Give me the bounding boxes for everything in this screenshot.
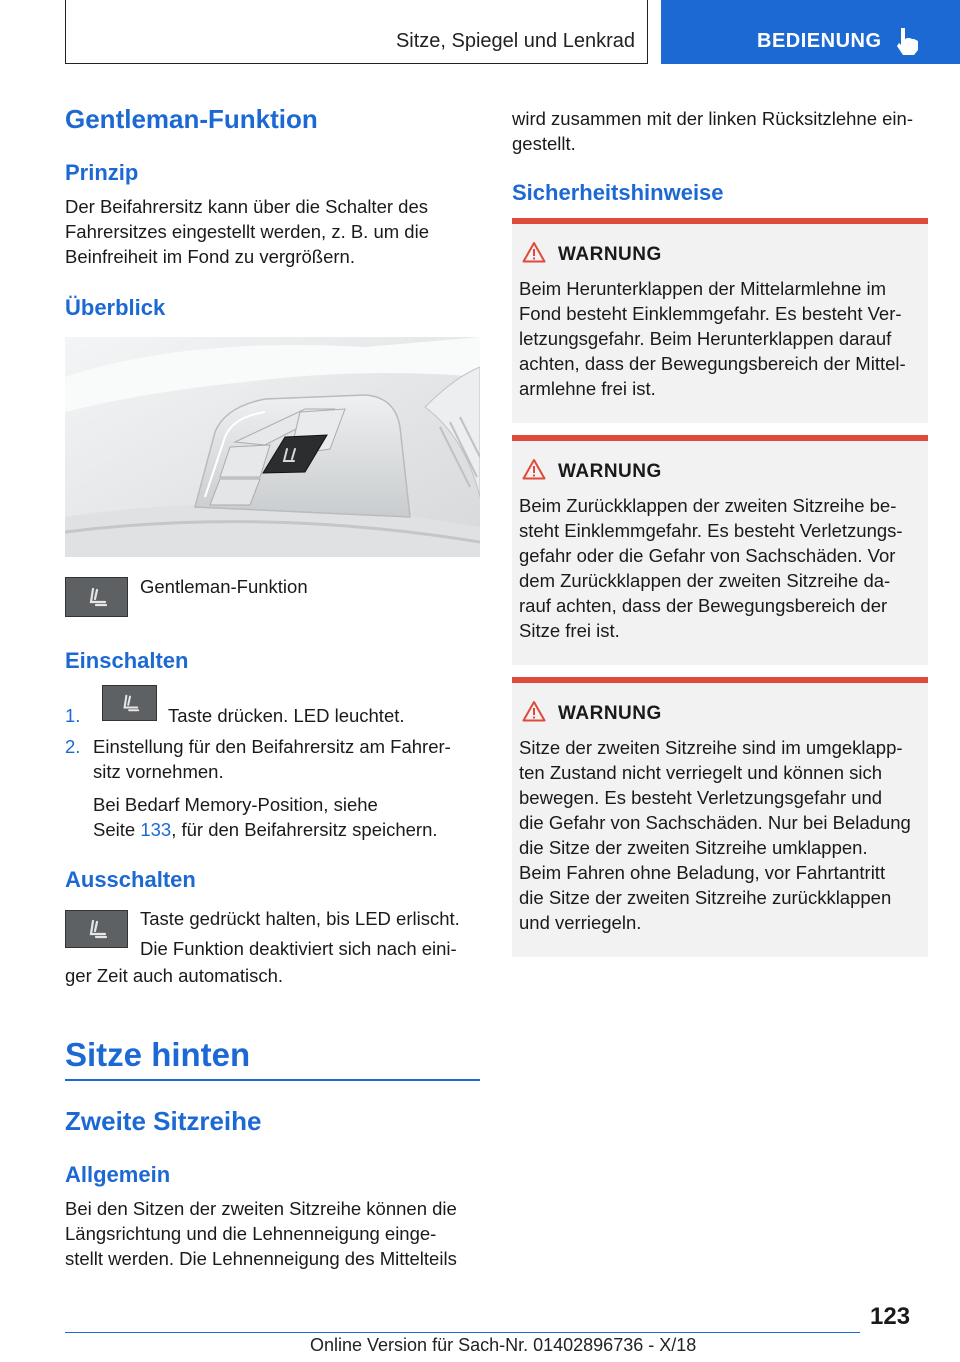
- section-rule: [65, 1079, 480, 1081]
- header-section-title: Sitze, Spiegel und Lenkrad: [395, 30, 635, 52]
- warning-line: die Sitze der zweiten Sitzreihe zurückklappen: [519, 887, 892, 908]
- prinzip-line: Der Beifahrersitz kann über die Schalter des: [65, 196, 428, 217]
- warning-title: WARNUNG: [558, 244, 662, 265]
- warning-line: ten Zustand nicht verriegelt und können sich: [519, 762, 883, 783]
- warning-line: achten, dass der Bewegungsbereich der Mittel-: [519, 353, 906, 374]
- warning-line: Beim Zurückklappen der zweiten Sitzreihe be-: [519, 495, 897, 516]
- door-switch-photo: [65, 337, 480, 557]
- continued-line: gestellt.: [512, 133, 576, 154]
- step-number-1: 1.: [65, 705, 81, 726]
- header-tab-label[interactable]: BEDIENUNG: [757, 30, 882, 52]
- warning-text: [519, 735, 923, 935]
- warning-box: [512, 218, 928, 423]
- allgemein-line: Längsrichtung und die Lehnenneigung einge-: [65, 1223, 437, 1244]
- step-2-line: Einstellung für den Beifahrersitz am Fahrer-: [93, 736, 451, 757]
- warning-line: dem Zurückklappen der zweiten Sitzreihe da-: [519, 570, 891, 591]
- step-2-note: [93, 792, 483, 842]
- warning-line: Sitze der zweiten Sitzreihe sind im umgeklapp-: [519, 737, 903, 758]
- heading-zweite-sitzreihe: Zweite Sitzreihe: [65, 1106, 262, 1136]
- prinzip-paragraph: [65, 194, 485, 269]
- page-number: 123: [870, 1303, 911, 1330]
- warning-box: [512, 677, 928, 957]
- step-2-note-line: Bei Bedarf Memory-Position, siehe: [93, 794, 378, 815]
- warning-box: [512, 435, 928, 665]
- page-title: Gentleman-Funktion: [65, 104, 318, 134]
- warning-line: die Sitze der zweiten Sitzreihe umklappen.: [519, 837, 868, 858]
- seat-icon: [119, 693, 141, 713]
- heading-sicherheitshinweise: Sicherheitshinweise: [512, 180, 724, 205]
- warning-line: und verriegeln.: [519, 912, 642, 933]
- continued-line: wird zusammen mit der linken Rücksitzlehne ein-: [512, 108, 913, 129]
- step-1-text: Taste drücken. LED leuchtet.: [168, 705, 405, 726]
- warning-line: Beim Herunterklappen der Mittelarmlehne im: [519, 278, 887, 299]
- ausschalten-line-1: Taste gedrückt halten, bis LED erlischt.: [140, 908, 460, 929]
- footer-online-version: Online Version für Sach-Nr. 01402896736 - X/18: [310, 1335, 697, 1355]
- warning-triangle-icon: [522, 458, 546, 480]
- warning-line: gefahr oder die Gefahr von Sachschäden. Vor: [519, 545, 896, 566]
- allgemein-line: Bei den Sitzen der zweiten Sitzreihe können die: [65, 1198, 457, 1219]
- prinzip-line: Fahrersitzes eingestellt werden, z. B. um die: [65, 221, 429, 242]
- seat-icon: [85, 586, 109, 608]
- step-2-line: sitz vornehmen.: [93, 761, 224, 782]
- warning-line: die Gefahr von Sachschäden. Nur bei Beladung: [519, 812, 911, 833]
- allgemein-line: stellt werden. Die Lehnenneigung des Mittelteils: [65, 1248, 457, 1269]
- warning-line: armlehne frei ist.: [519, 378, 656, 399]
- warning-line: Fond besteht Einklemmgefahr. Es besteht Ver-: [519, 303, 902, 324]
- continued-paragraph: [512, 106, 932, 156]
- heading-sitze-hinten: Sitze hinten: [65, 1036, 251, 1073]
- warning-triangle-icon: [522, 700, 546, 722]
- heading-allgemein: Allgemein: [65, 1162, 171, 1187]
- pointing-hand-icon: [893, 26, 923, 56]
- gentleman-button-legend: [65, 577, 128, 617]
- heading-ausschalten: Ausschalten: [65, 867, 196, 892]
- ausschalten-line-3: ger Zeit auch automatisch.: [65, 965, 283, 986]
- ausschalten-line-2: Die Funktion deaktiviert sich nach eini-: [140, 938, 457, 959]
- warning-title: WARNUNG: [558, 461, 662, 482]
- photo-caption: Gentleman-Funktion: [140, 576, 308, 597]
- step-2-text: [93, 734, 483, 784]
- warning-triangle-icon: [522, 241, 546, 263]
- warning-text: [519, 276, 923, 401]
- note-suffix: , für den Beifahrersitz speichern.: [171, 819, 438, 840]
- warning-line: Beim Fahren ohne Beladung, vor Fahrtantritt: [519, 862, 886, 883]
- allgemein-paragraph: [65, 1196, 485, 1271]
- gentleman-button-off: [65, 910, 128, 948]
- warning-line: Sitze frei ist.: [519, 620, 620, 641]
- prinzip-line: Beinfreiheit im Fond zu vergrößern.: [65, 246, 355, 267]
- heading-prinzip: Prinzip: [65, 160, 139, 185]
- note-prefix: Seite: [93, 819, 141, 840]
- gentleman-button-inline: [102, 685, 157, 721]
- warning-line: bewegen. Es besteht Verletzungsgefahr und: [519, 787, 883, 808]
- seat-icon: [85, 918, 109, 940]
- warning-line: letzungsgefahr. Beim Herunterklappen darauf: [519, 328, 892, 349]
- warning-line: steht Einklemmgefahr. Es besteht Verletzungs-: [519, 520, 903, 541]
- page-link-133[interactable]: 133: [140, 819, 172, 840]
- warning-title: WARNUNG: [558, 703, 662, 724]
- heading-ueberblick: Überblick: [65, 295, 166, 320]
- heading-einschalten: Einschalten: [65, 648, 189, 673]
- step-2-note-line: [93, 817, 483, 842]
- step-number-2: 2.: [65, 736, 81, 757]
- warning-text: [519, 493, 923, 643]
- footer-rule: [65, 1332, 860, 1333]
- warning-line: rauf achten, dass der Bewegungsbereich der: [519, 595, 888, 616]
